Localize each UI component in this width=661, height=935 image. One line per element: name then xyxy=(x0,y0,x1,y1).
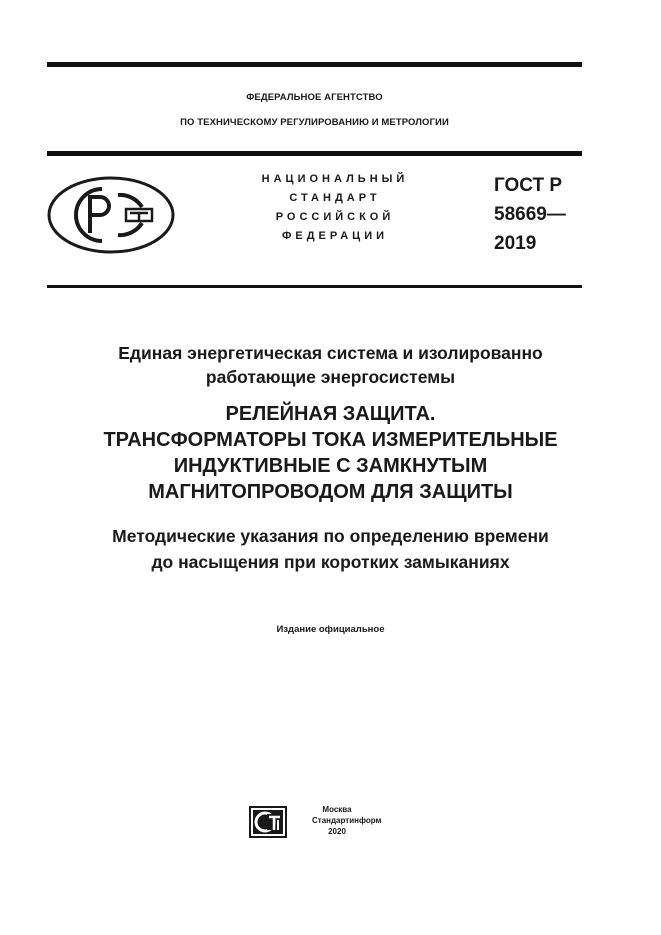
series-line: работающие энергосистемы xyxy=(205,367,456,387)
document-title xyxy=(40,401,621,505)
designation-line: 58669— xyxy=(494,204,566,225)
subtitle-line: Методические указания по определению времени xyxy=(112,526,549,546)
imprint-publisher: Стандартинформ xyxy=(312,816,382,825)
agency-line-2: ПО ТЕХНИЧЕСКОМУ РЕГУЛИРОВАНИЮ И МЕТРОЛОГИИ xyxy=(180,117,449,128)
title-line: РЕЛЕЙНАЯ ЗАЩИТА. xyxy=(225,403,436,425)
agency-line-1: ФЕДЕРАЛЬНОЕ АГЕНТСТВО xyxy=(246,92,383,103)
designation-line: ГОСТ Р xyxy=(494,175,563,196)
imprint-city: Москва xyxy=(322,805,352,814)
standard-designation xyxy=(494,171,566,258)
rst-certification-logo-icon xyxy=(46,175,176,255)
title-line: МАГНИТОПРОВОДОМ ДЛЯ ЗАЩИТЫ xyxy=(148,481,513,503)
subtitle-line: до насыщения при коротких замыканиях xyxy=(151,552,510,572)
series-title xyxy=(40,341,621,389)
series-line: Единая энергетическая система и изолированно xyxy=(118,343,543,363)
mid-rule xyxy=(47,285,582,288)
publisher-imprint xyxy=(312,804,382,837)
national-line: РОССИЙСКОЙ xyxy=(275,211,395,223)
imprint-year: 2020 xyxy=(328,827,346,836)
top-rule xyxy=(47,62,582,67)
national-line: ФЕДЕРАЦИИ xyxy=(281,230,389,242)
national-line: СТАНДАРТ xyxy=(289,192,381,204)
national-line: НАЦИОНАЛЬНЫЙ xyxy=(261,173,409,185)
edition-label: Издание официальное xyxy=(276,624,385,635)
title-line: ТРАНСФОРМАТОРЫ ТОКА ИЗМЕРИТЕЛЬНЫЕ xyxy=(103,429,558,451)
header-rule xyxy=(47,151,582,156)
title-line: ИНДУКТИВНЫЕ С ЗАМКНУТЫМ xyxy=(173,455,488,477)
standartinform-logo-icon xyxy=(249,806,287,838)
designation-line: 2019 xyxy=(494,233,537,254)
national-standard-label xyxy=(235,170,435,246)
document-subtitle xyxy=(40,523,621,575)
